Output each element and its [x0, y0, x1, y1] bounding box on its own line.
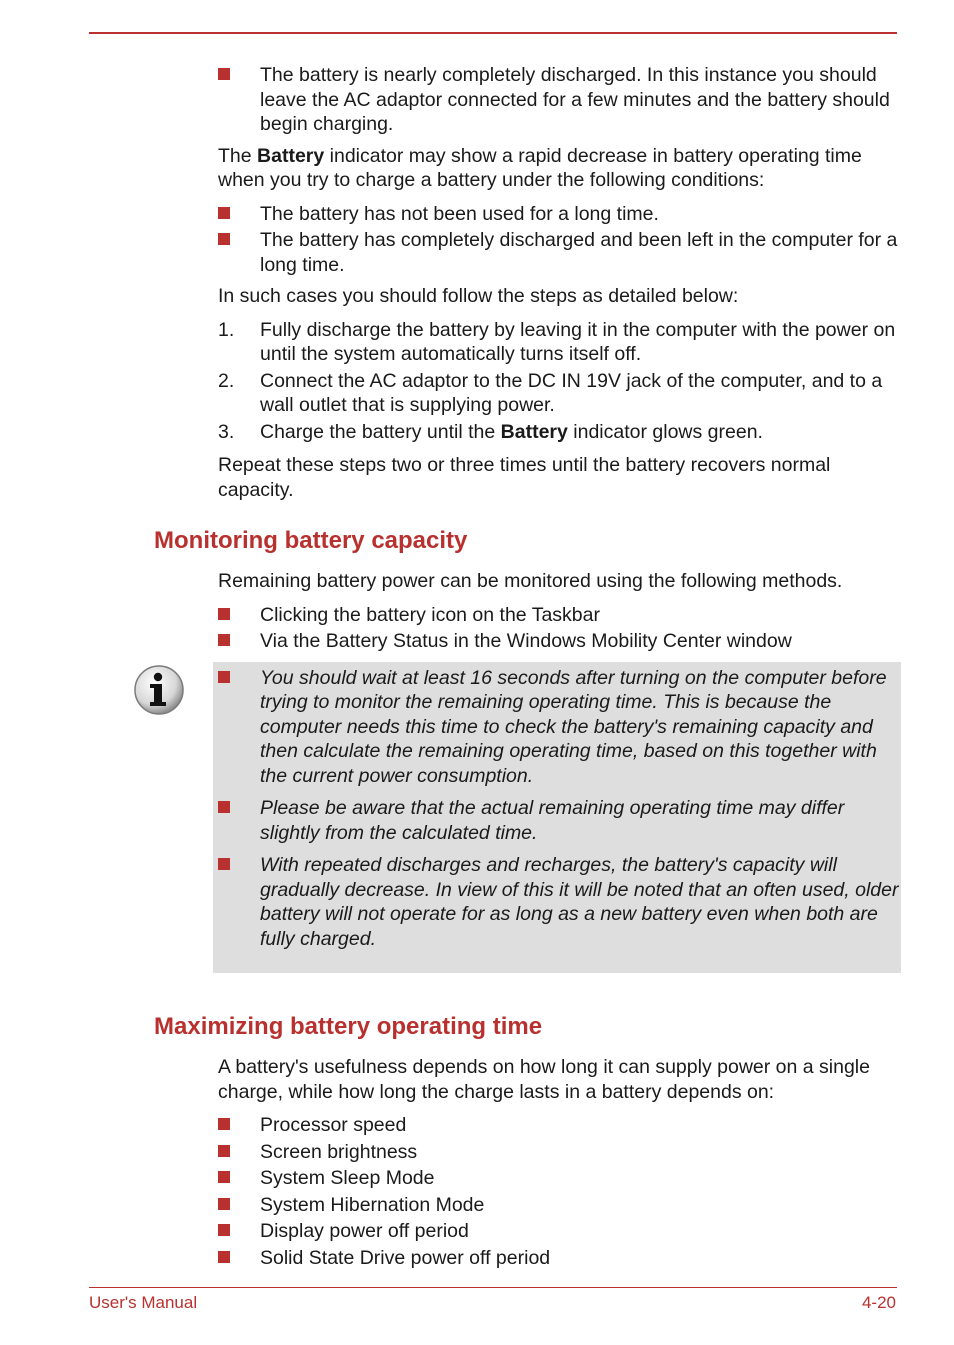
list-item: System Hibernation Mode	[218, 1193, 898, 1218]
list-item: Display power off period	[218, 1219, 898, 1244]
list-item: The battery has not been used for a long time.	[218, 202, 898, 227]
monitoring-bullet-list	[218, 603, 898, 654]
paragraph-battery-indicator: The Battery indicator may show a rapid decrease in battery operating time when you try to charge a battery under the following conditions:	[218, 144, 862, 191]
step-item: 2. Connect the AC adaptor to the DC IN 19V jack of the computer, and to a wall outlet that is supplying power.	[218, 369, 883, 416]
list-item: With repeated discharges and recharges, the battery's capacity will gradually decrease. In view of this it will be noted that an often used, older battery will not operate for as long as a new battery even when both are fully charged.	[218, 853, 901, 951]
list-item: The battery is nearly completely discharged. In this instance you should leave the AC adaptor connected for a few minutes and the battery should begin charging.	[218, 63, 898, 137]
paragraph-repeat: Repeat these steps two or three times until the battery recovers normal capacity.	[218, 454, 831, 501]
list-item: You should wait at least 16 seconds after turning on the computer before trying to monitor the remaining operating time. This is because the computer needs this time to check the battery's remaining capacity and then calculate the remaining operating time, based on this together with the current power consumption.	[218, 666, 901, 789]
step-item: 1. Fully discharge the battery by leaving it in the computer with the power on until the system automatically turns itself off.	[218, 318, 896, 365]
list-item: Solid State Drive power off period	[218, 1246, 898, 1271]
list-item: Clicking the battery icon on the Taskbar	[218, 603, 898, 628]
note-box	[213, 662, 901, 974]
header-rule	[89, 32, 897, 34]
steps-list	[218, 318, 898, 445]
list-item: System Sleep Mode	[218, 1166, 898, 1191]
section-heading-monitoring: Monitoring battery capacity	[154, 527, 468, 554]
footer-rule	[89, 1287, 897, 1288]
step-item: 3. Charge the battery until the Battery indicator glows green.	[218, 420, 763, 443]
list-item: Please be aware that the actual remaining operating time may differ slightly from the calculated time.	[218, 796, 901, 845]
list-item: The battery has completely discharged and been left in the computer for a long time.	[218, 228, 898, 277]
section-heading-maximizing: Maximizing battery operating time	[154, 1013, 543, 1040]
page-content	[154, 63, 899, 1277]
intro-bullet-list	[218, 63, 898, 137]
list-item: Via the Battery Status in the Windows Mobility Center window	[218, 629, 898, 654]
paragraph-maximizing: A battery's usefulness depends on how long it can supply power on a single charge, while how long the charge lasts in a battery depends on:	[218, 1056, 870, 1103]
paragraph-steps-intro: In such cases you should follow the steps as detailed below:	[218, 285, 739, 307]
paragraph-monitoring: Remaining battery power can be monitored using the following methods.	[218, 570, 843, 592]
list-item: Processor speed	[218, 1113, 898, 1138]
footer-page-number: 4-20	[861, 1293, 896, 1312]
factors-bullet-list	[218, 1113, 898, 1270]
note-bullet-list	[218, 666, 901, 952]
list-item: Screen brightness	[218, 1140, 898, 1165]
info-icon	[133, 664, 185, 716]
footer-manual-title: User's Manual	[89, 1293, 198, 1312]
condition-bullet-list	[218, 202, 898, 278]
